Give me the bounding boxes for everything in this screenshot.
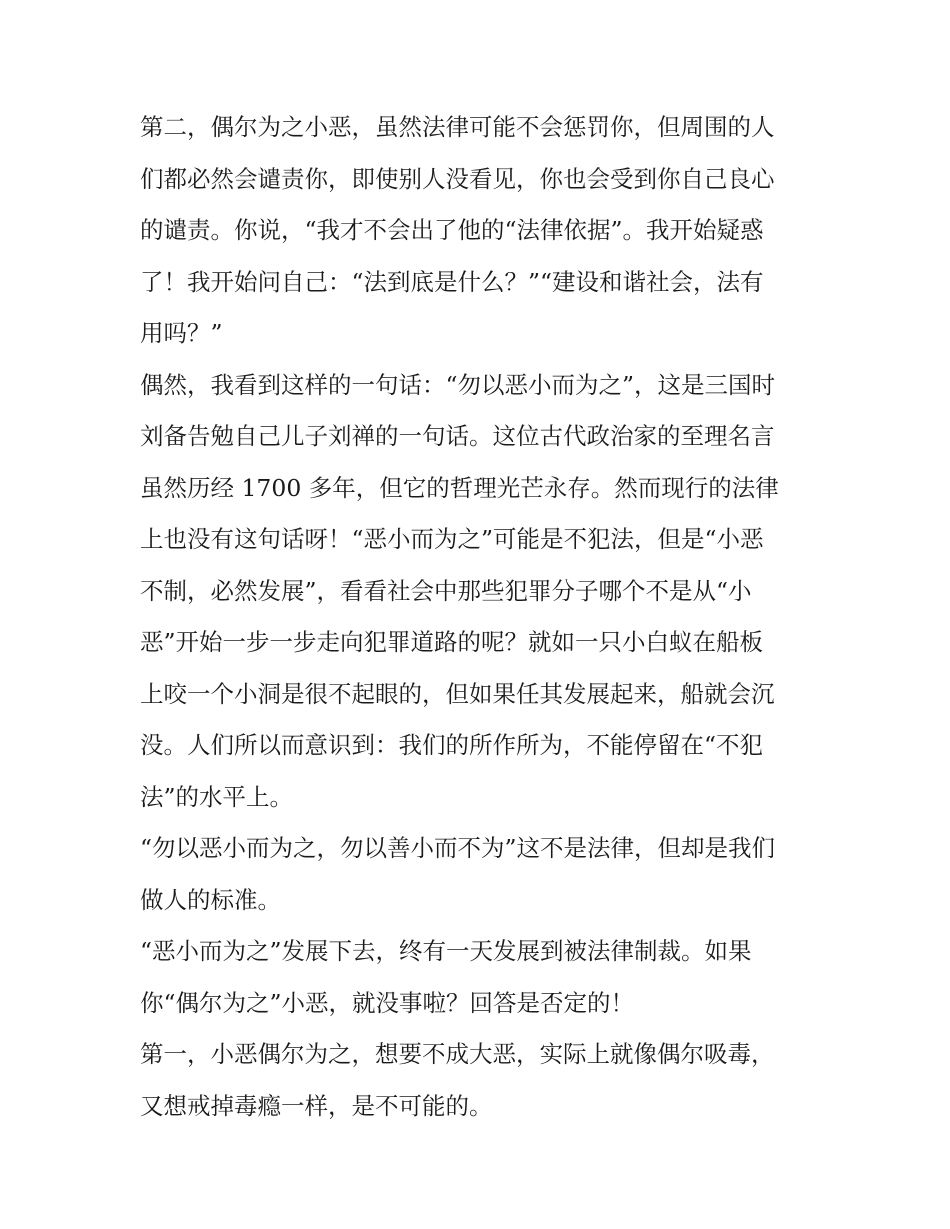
paragraph-3 bbox=[140, 823, 820, 926]
text-line: 又想戒掉毒瘾一样，是不可能的。 bbox=[140, 1091, 493, 1120]
text-line: 你“偶尔为之”小恶，就没事啦？回答是否定的！ bbox=[140, 988, 635, 1017]
document-body bbox=[140, 102, 820, 1132]
text-line: 做人的标准。 bbox=[140, 885, 281, 914]
text-line: 上咬一个小洞是很不起眼的，但如果任其发展起来，船就会沉 bbox=[140, 679, 775, 708]
text-line: 上也没有这句话呀！“恶小而为之”可能是不犯法，但是“小恶 bbox=[140, 525, 764, 553]
text-line: 第二，偶尔为之小恶，虽然法律可能不会惩罚你，但周围的人 bbox=[140, 113, 775, 141]
text-line: 了！我开始问自己：“法到底是什么？”“建设和谐社会，法有 bbox=[140, 267, 764, 296]
paragraph-5 bbox=[140, 1029, 820, 1132]
text-line: 虽然历经 1700 多年，但它的哲理光芒永存。然而现行的法律 bbox=[140, 473, 779, 502]
text-line: 们都必然会谴责你，即使别人没看见，你也会受到你自己良心 bbox=[140, 164, 775, 193]
text-line: 法”的水平上。 bbox=[140, 782, 294, 811]
text-line: “勿以恶小而为之，勿以善小而不为”这不是法律，但却是我们 bbox=[140, 834, 776, 862]
text-line: 偶然，我看到这样的一句话：“勿以恶小而为之”，这是三国时 bbox=[140, 370, 776, 399]
paragraph-1 bbox=[140, 102, 820, 360]
text-line: 没。人们所以而意识到：我们的所作所为，不能停留在“不犯 bbox=[140, 731, 764, 759]
text-line: 刘备告勉自己儿子刘禅的一句话。这位古代政治家的至理名言 bbox=[140, 422, 775, 450]
text-line: “恶小而为之”发展下去，终有一天发展到被法律制裁。如果 bbox=[140, 937, 752, 965]
paragraph-4 bbox=[140, 926, 820, 1029]
paragraph-2 bbox=[140, 360, 820, 824]
text-line: 第一，小恶偶尔为之，想要不成大恶，实际上就像偶尔吸毒， bbox=[140, 1040, 775, 1068]
text-line: 恶”开始一步一步走向犯罪道路的呢？就如一只小白蚁在船板 bbox=[140, 628, 764, 656]
text-line: 不制，必然发展”，看看社会中那些犯罪分子哪个不是从“小 bbox=[140, 576, 752, 605]
text-line: 的谴责。你说，“我才不会出了他的“法律依据”。我开始疑惑 bbox=[140, 216, 764, 244]
text-line: 用吗？” bbox=[140, 319, 223, 347]
